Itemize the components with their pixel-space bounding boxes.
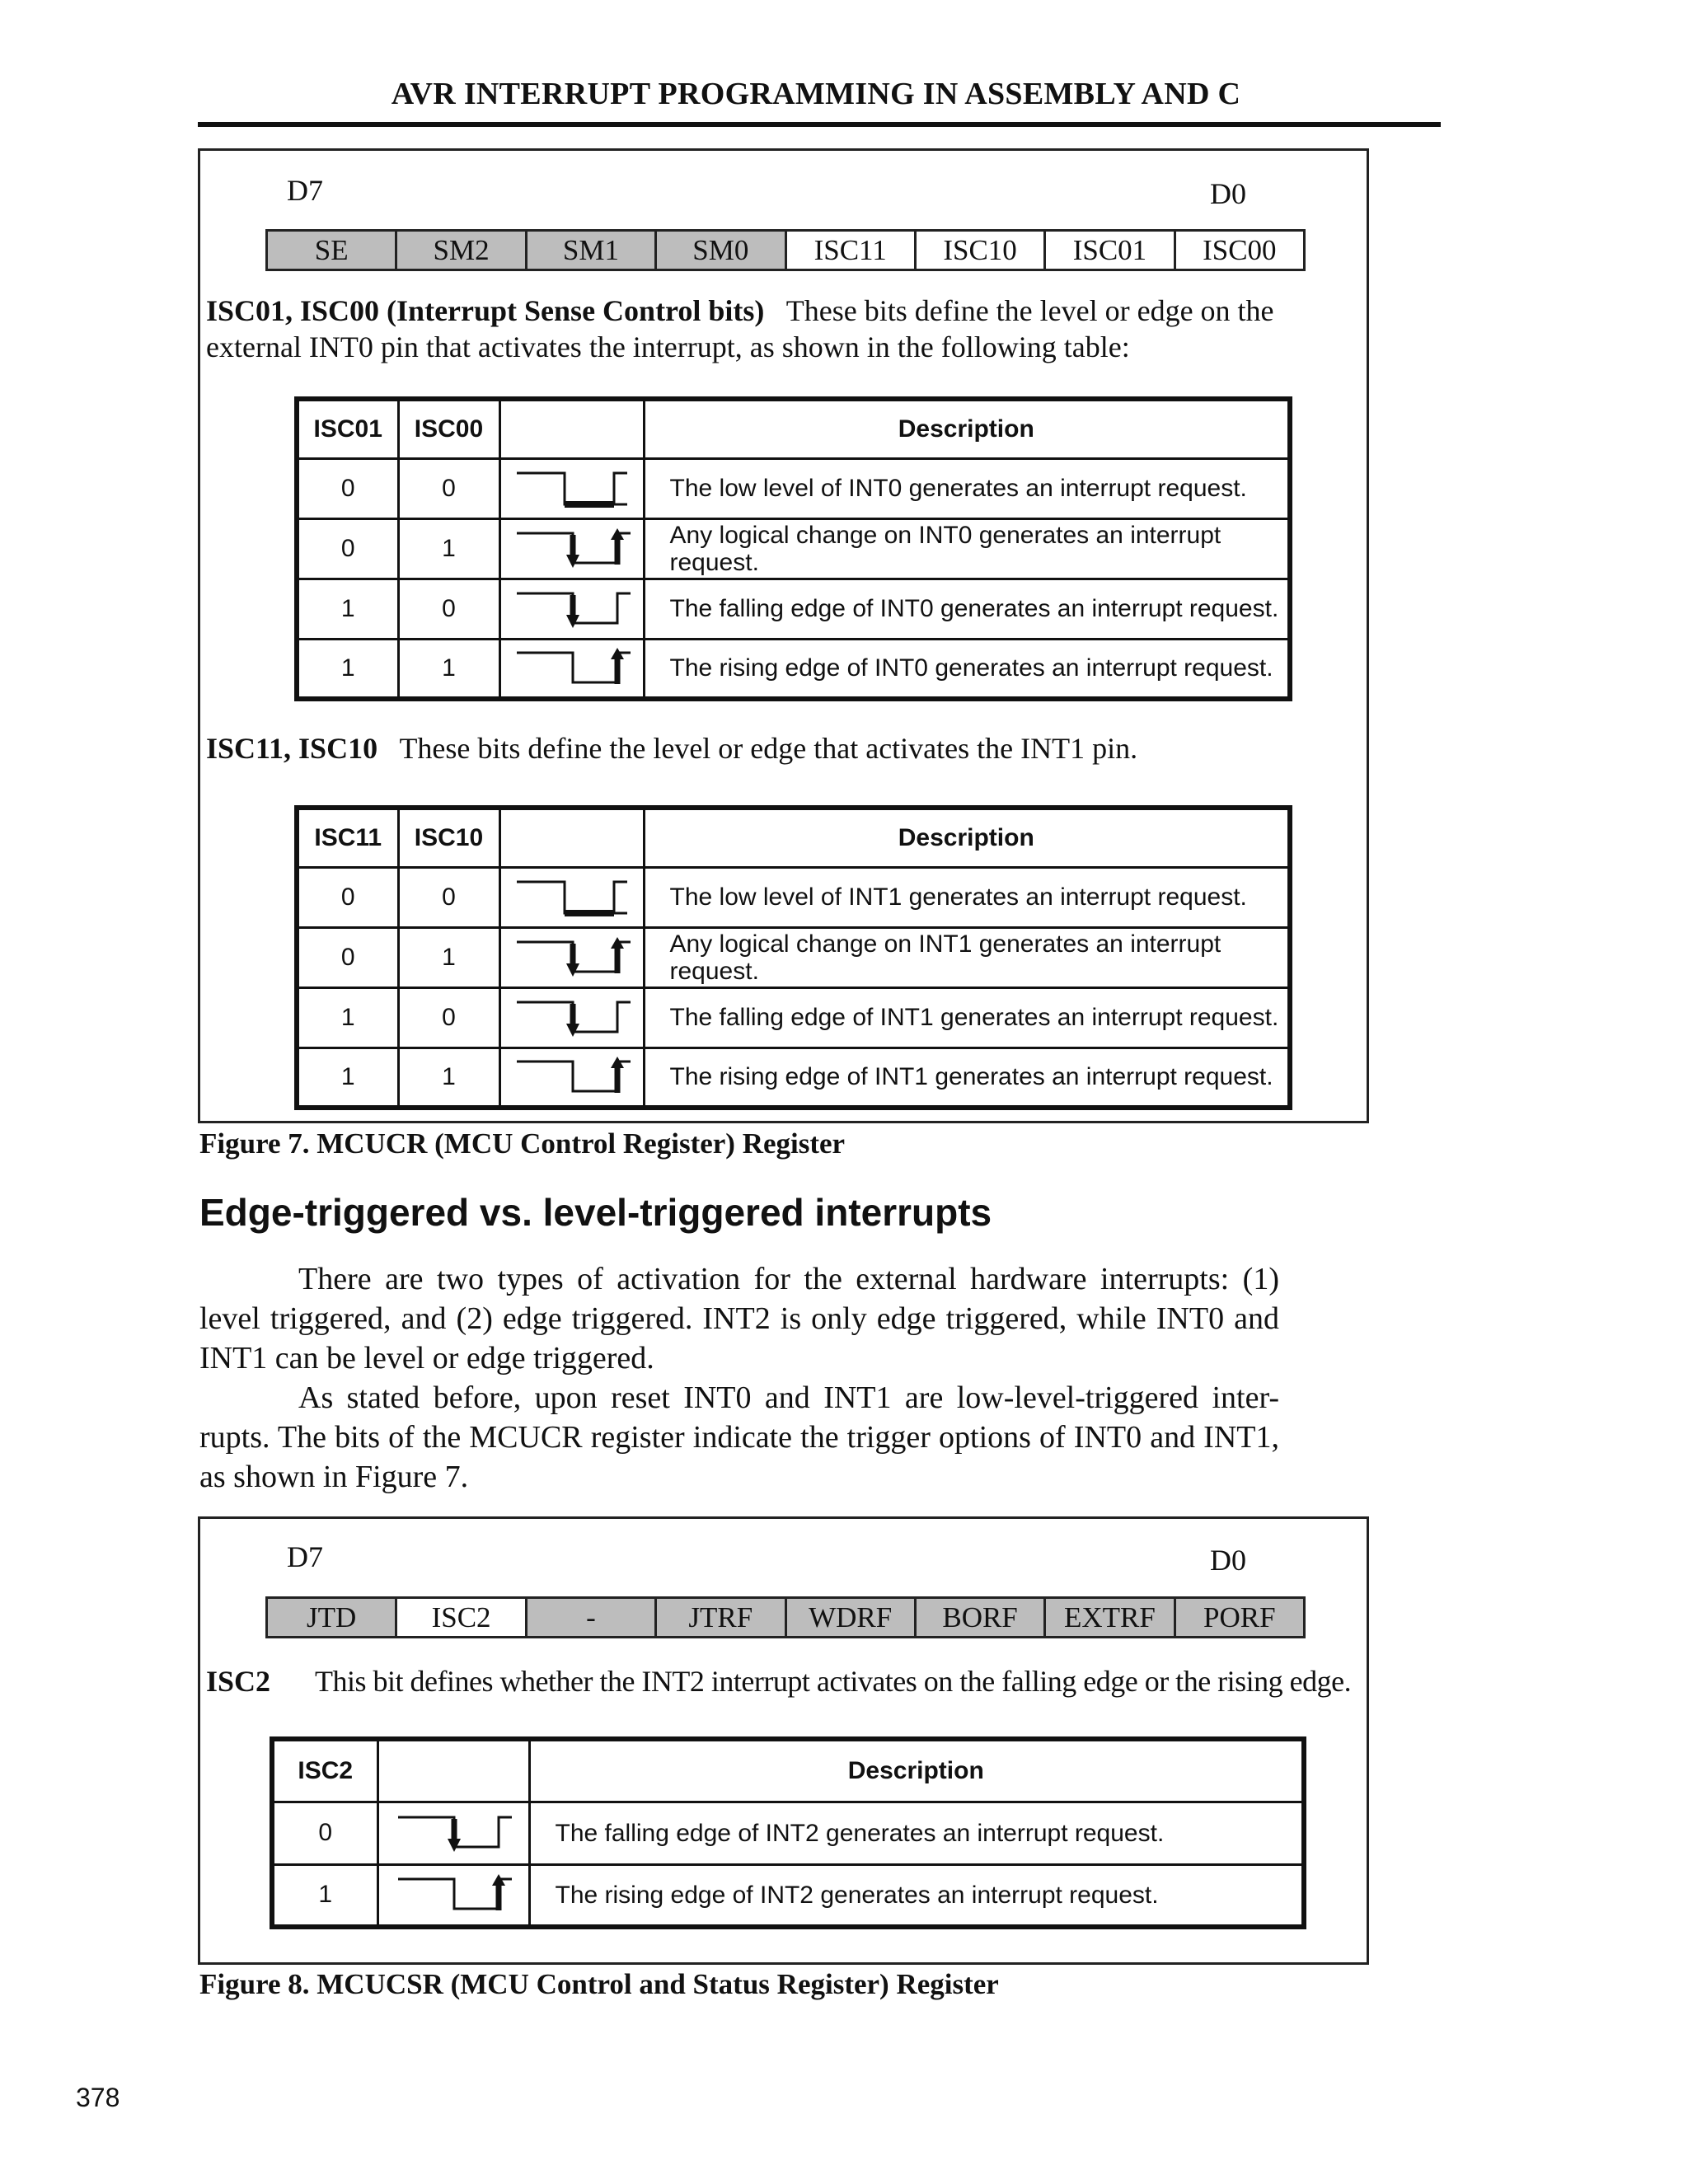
section-body (199, 1259, 1279, 1497)
figure8-msb-label: D7 (287, 1540, 323, 1573)
figure7-msb-label: D7 (287, 174, 323, 207)
low-level-waveform-icon (499, 867, 644, 927)
section-paragraph-2: As stated before, upon reset INT0 and INT1 are low-level-triggered inter-rupts. The bits of the MCUCR register indicate the trigger options of INT0 and INT1, as shown in Figure 7. (199, 1380, 1279, 1494)
table-row: 0 0 The low level of INT1 generates an interrupt request. (297, 867, 1290, 927)
isc2-description (206, 1663, 1360, 1699)
any-change-waveform-icon (499, 927, 644, 987)
mcucr-bit-isc01: ISC01 (1046, 232, 1175, 269)
table-row: 0 0 The low level of INT0 generates an interrupt request. (297, 458, 1290, 518)
table-row: 1 1 The rising edge of INT0 generates an interrupt request. (297, 639, 1290, 699)
mcucsr-register-bits (265, 1596, 1306, 1638)
rising-edge-waveform-icon (499, 639, 644, 699)
isc1-table (294, 805, 1292, 1110)
isc0-table (294, 396, 1292, 701)
table-row: 1 1 The rising edge of INT1 generates an interrupt request. (297, 1047, 1290, 1108)
figure7-caption: Figure 7. MCUCR (MCU Control Register) Register (199, 1127, 846, 1160)
isc0-text: These bits define the level or edge on the external INT0 pin that activates the interrupt, as shown in the following table: (206, 294, 1274, 363)
mcucsr-bit-jtd: JTD (268, 1599, 397, 1636)
falling-edge-waveform-icon (499, 579, 644, 639)
table-row: 0 1 Any logical change on INT1 generates an interrupt request. (297, 927, 1290, 987)
mcucsr-bit-isc2: ISC2 (397, 1599, 527, 1636)
mcucsr-bit-wdrf: WDRF (787, 1599, 917, 1636)
figure8-caption: Figure 8. MCUCSR (MCU Control and Status Register) Register (199, 1968, 999, 2000)
mcucr-bit-isc00: ISC00 (1176, 232, 1303, 269)
mcucsr-bit-porf: PORF (1176, 1599, 1303, 1636)
isc2-col-description: Description (529, 1739, 1304, 1802)
page-number: 378 (76, 2083, 120, 2112)
isc2-heading: ISC2 (206, 1665, 271, 1698)
isc0-col-description: Description (644, 399, 1290, 458)
isc2-col-waveform (377, 1739, 529, 1802)
mcucr-bit-isc11: ISC11 (787, 232, 917, 269)
mcucsr-bit-borf: BORF (917, 1599, 1046, 1636)
section-paragraph-1: There are two types of activation for the external hardware interrupts: (1) level triggered, and (2) edge triggered. INT2 is only edge triggered, while INT0 and INT1 can be level or edge triggered. (199, 1262, 1279, 1376)
isc1-description (206, 730, 1302, 766)
rising-edge-waveform-icon (499, 1047, 644, 1108)
falling-edge-waveform-icon (377, 1802, 529, 1864)
any-change-waveform-icon (499, 518, 644, 579)
isc1-heading: ISC11, ISC10 (206, 732, 378, 765)
table-row: 0 1 Any logical change on INT0 generates an interrupt request. (297, 518, 1290, 579)
isc1-text: These bits define the level or edge that activates the INT1 pin. (399, 732, 1138, 765)
mcucr-bit-se: SE (268, 232, 397, 269)
section-heading: Edge-triggered vs. level-triggered interrupts (199, 1191, 992, 1234)
mcucsr-bit-reserved: - (528, 1599, 657, 1636)
isc1-col-waveform (499, 808, 644, 867)
running-header: AVR INTERRUPT PROGRAMMING IN ASSEMBLY AND C (391, 77, 1241, 111)
isc2-col-isc2: ISC2 (272, 1739, 377, 1802)
isc0-col-isc00: ISC00 (398, 399, 499, 458)
isc0-heading: ISC01, ISC00 (Interrupt Sense Control bits) (206, 294, 765, 327)
header-rule (198, 122, 1441, 127)
isc1-col-description: Description (644, 808, 1290, 867)
mcucr-register-bits (265, 229, 1306, 271)
table-row: 1 0 The falling edge of INT0 generates an interrupt request. (297, 579, 1290, 639)
table-row: 1 The rising edge of INT2 generates an interrupt request. (272, 1864, 1304, 1927)
mcucr-bit-sm0: SM0 (657, 232, 786, 269)
isc2-text: This bit defines whether the INT2 interrupt activates on the falling edge or the rising edge. (315, 1665, 1352, 1698)
falling-edge-waveform-icon (499, 987, 644, 1047)
isc0-col-waveform (499, 399, 644, 458)
isc0-col-isc01: ISC01 (297, 399, 398, 458)
table-row: 1 0 The falling edge of INT1 generates an interrupt request. (297, 987, 1290, 1047)
mcucsr-bit-jtrf: JTRF (657, 1599, 786, 1636)
figure7-lsb-label: D0 (1210, 177, 1246, 210)
table-row: 0 The falling edge of INT2 generates an interrupt request. (272, 1802, 1304, 1864)
isc0-description (206, 293, 1302, 365)
rising-edge-waveform-icon (377, 1864, 529, 1927)
isc1-col-isc11: ISC11 (297, 808, 398, 867)
low-level-waveform-icon (499, 458, 644, 518)
isc2-table (270, 1736, 1306, 1929)
mcucsr-bit-extrf: EXTRF (1046, 1599, 1175, 1636)
mcucr-bit-sm2: SM2 (397, 232, 527, 269)
mcucr-bit-sm1: SM1 (528, 232, 657, 269)
mcucr-bit-isc10: ISC10 (917, 232, 1046, 269)
isc1-col-isc10: ISC10 (398, 808, 499, 867)
figure8-lsb-label: D0 (1210, 1544, 1246, 1577)
